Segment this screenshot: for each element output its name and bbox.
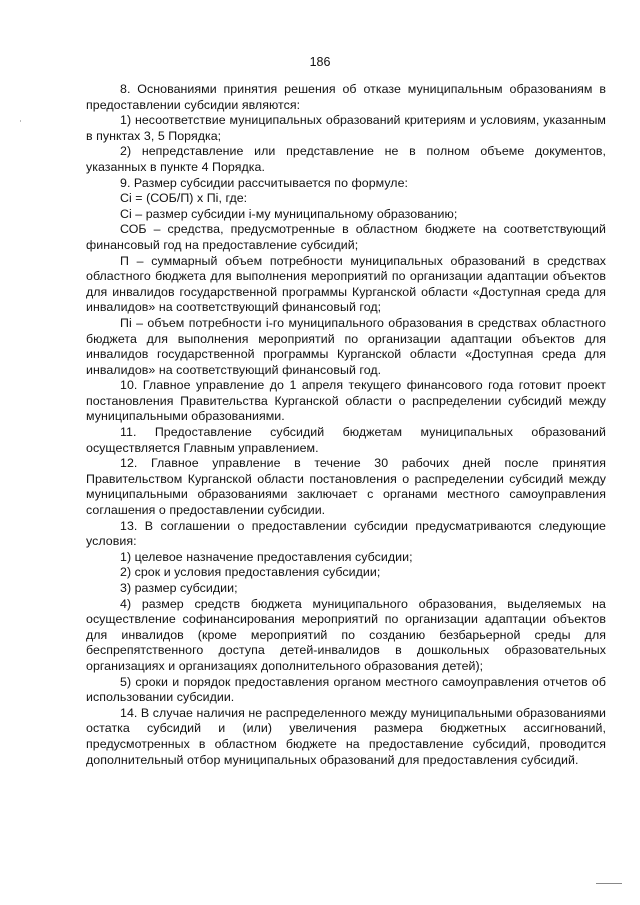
paragraph-8: 8. Основаниями принятия решения об отказе муниципальным образованиям в предоставлении субсидии являются: xyxy=(86,82,606,112)
scan-artifact-line xyxy=(596,883,622,884)
paragraph-8-item-2: 2) непредставление или представление не в полном объеме документов, указанных в пункте 4 Порядка. xyxy=(86,144,606,174)
page-number: 186 xyxy=(309,55,331,69)
paragraph-12: 12. Главное управление в течение 30 рабочих дней после принятия Правительством Курганской области постановления о распределении субсидий между муниципальными образованиями заключает с органами местного самоуправления соглашения о предоставлении субсидии. xyxy=(86,456,606,518)
paragraph-10: 10. Главное управление до 1 апреля текущего финансового года готовит проект постановления Правительства Курганской области о распределении субсидий между муниципальными образованиями. xyxy=(86,378,606,424)
formula-term-p: П – суммарный объем потребности муниципальных образований в средствах областного бюджета для выполнения мероприятий по организации адаптации объектов для инвалидов государственной программы Курганской области «Доступная среда для инвалидов» на соответствующий финансовый год; xyxy=(86,253,606,315)
paragraph-13-item-4: 4) размер средств бюджета муниципального образования, выделяемых на осуществление софинансирования мероприятий по организации адаптации объектов для инвалидов (кроме мероприятий по созданию безбарьерной среды для беспрепятственного доступа детей-инвалидов в дошкольных образовательных организациях и организациях дополнительного образования детей); xyxy=(86,596,606,673)
paragraph-13-item-5: 5) сроки и порядок предоставления органом местного самоуправления отчетов об использовании субсидии. xyxy=(86,674,606,705)
paragraph-13-item-2: 2) срок и условия предоставления субсидии; xyxy=(120,565,381,580)
document-body xyxy=(86,82,606,768)
paragraph-8-item-1: 1) несоответствие муниципальных образований критериям и условиям, указанным в пунктах 3, 5 Порядка; xyxy=(86,113,606,143)
paragraph-11: 11. Предоставление субсидий бюджетам муниципальных образований осуществляется Главным управлением. xyxy=(86,425,606,455)
formula-term-pi: Пi – объем потребности i-го муниципального образования в средствах областного бюджета для выполнения мероприятий по организации адаптации объектов для инвалидов государственной программы Курганской области «Доступная среда для инвалидов» на соответствующий финансовый год. xyxy=(86,315,606,377)
paragraph-9: 9. Размер субсидии рассчитывается по формуле: xyxy=(120,175,409,190)
paragraph-14: 14. В случае наличия не распределенного между муниципальными образованиями остатка субсидий и (или) увеличения размера бюджетных ассигнований, предусмотренных в областном бюджете на предоставление субсидий, проводится дополнительный отбор муниципальных образований для предоставления субсидий. xyxy=(86,705,606,767)
paragraph-13-item-1: 1) целевое назначение предоставления субсидии; xyxy=(120,549,413,564)
paragraph-13: 13. В соглашении о предоставлении субсидии предусматриваются следующие условия: xyxy=(86,518,606,549)
formula: Ci = (СОБ/П) х Пi, где: xyxy=(120,191,248,206)
paragraph-13-item-3: 3) размер субсидии; xyxy=(120,581,238,595)
formula-term-sob: СОБ – средства, предусмотренные в областном бюджете на соответствующий финансовый год на предоставление субсидий; xyxy=(86,222,606,252)
scan-artifact-dot xyxy=(20,120,21,122)
formula-term-ci: Ci – размер субсидии i-му муниципальному образованию; xyxy=(120,206,458,221)
